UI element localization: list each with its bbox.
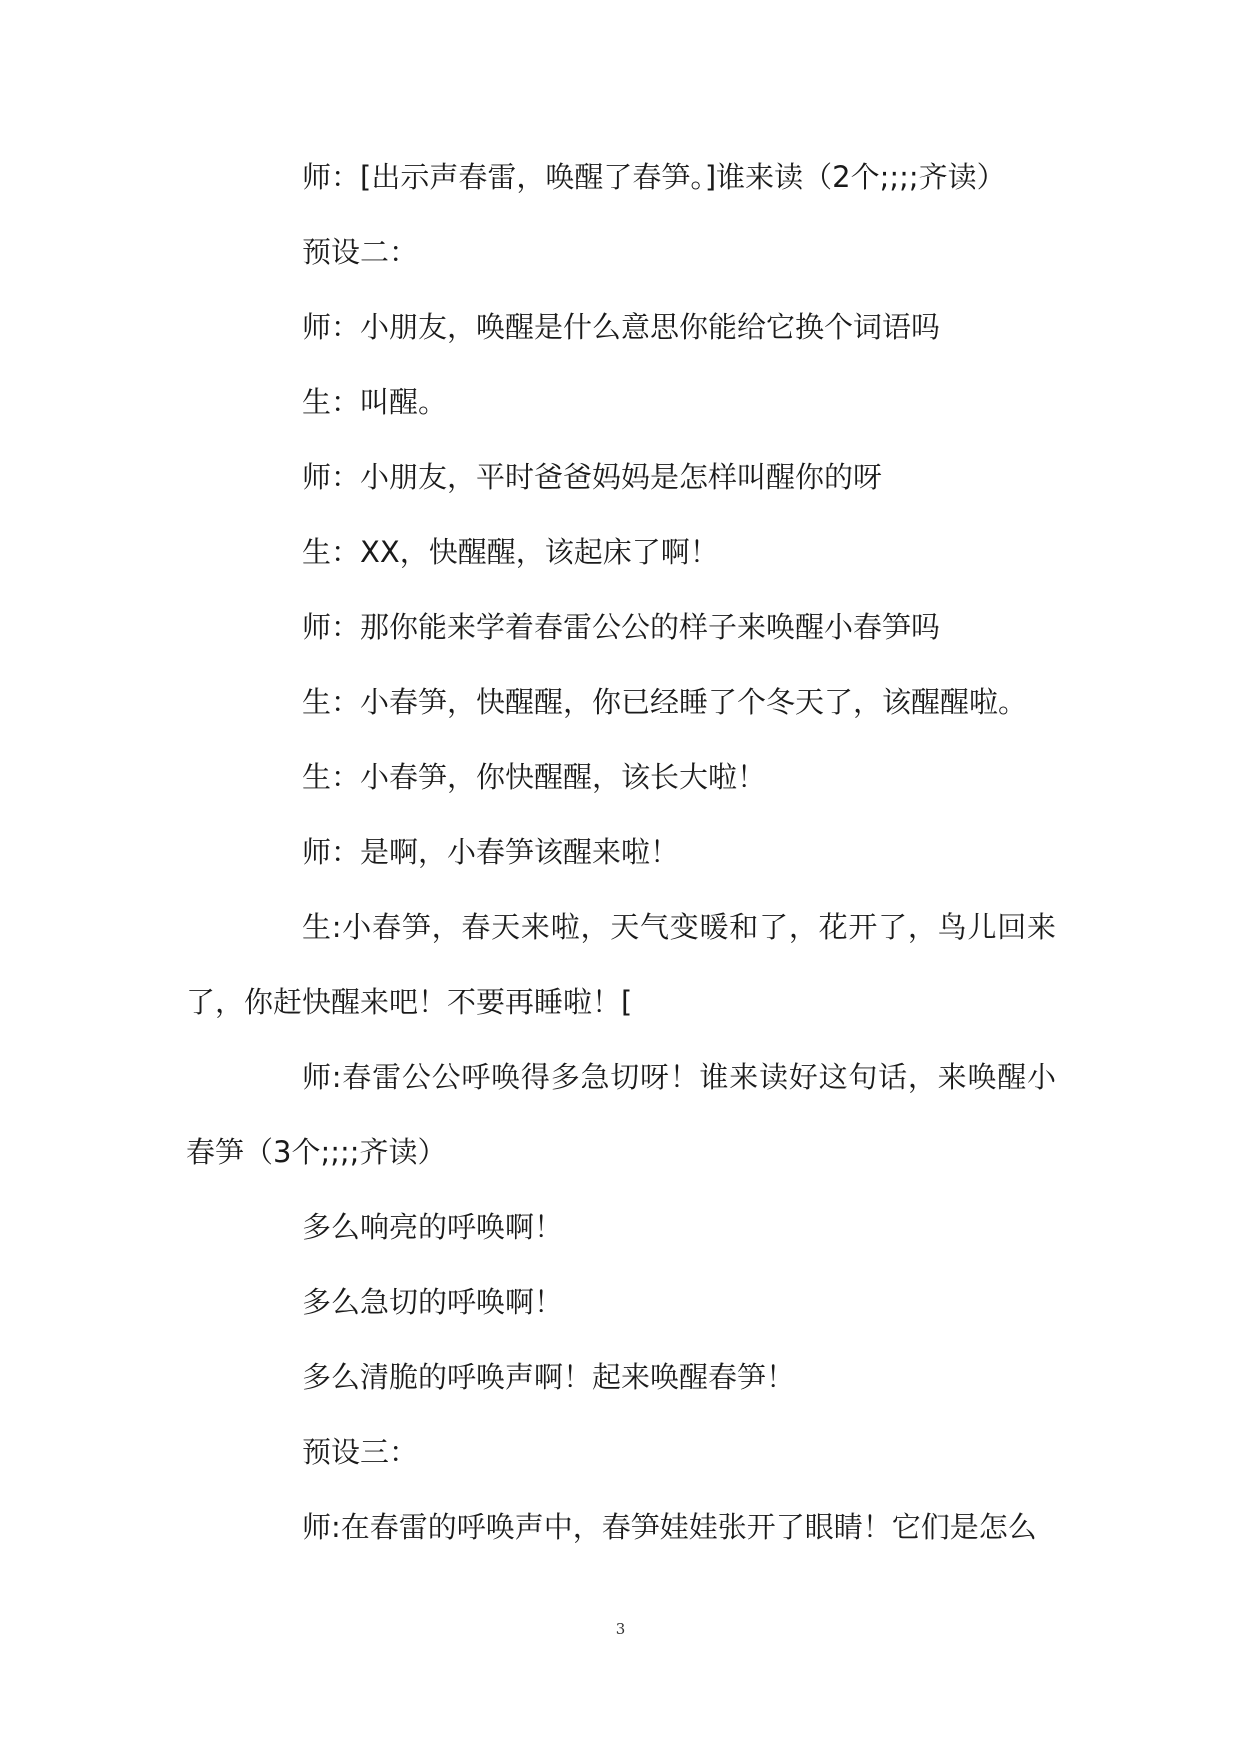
paragraph: 师：小朋友，平时爸爸妈妈是怎样叫醒你的呀 [302, 460, 883, 494]
paragraph: 生：XX，快醒醒，该起床了啊！ [302, 535, 719, 569]
paragraph: 生：小春笋，快醒醒，你已经睡了个冬天了，该醒醒啦。 [302, 685, 1028, 719]
paragraph: 生:小春笋，春天来啦，天气变暖和了，花开了，鸟儿回来了，你赶快醒来吧！不要再睡啦！[ [186, 910, 1056, 1019]
paragraph: 师:春雷公公呼唤得多急切呀！谁来读好这句话，来唤醒小春笋（3个;;;;齐读） [186, 1060, 1056, 1169]
paragraph: 师：那你能来学着春雷公公的样子来唤醒小春笋吗 [302, 610, 941, 644]
paragraph: 师：是啊，小春笋该醒来啦！ [302, 835, 680, 869]
paragraph: 多么响亮的呼唤啊！ [302, 1210, 564, 1244]
paragraph: 多么急切的呼唤啊！ [302, 1285, 564, 1319]
paragraph: 师:在春雷的呼唤声中，春笋娃娃张开了眼睛！它们是怎么 [302, 1510, 1037, 1544]
paragraph: 师：小朋友，唤醒是什么意思你能给它换个词语吗 [302, 310, 941, 344]
paragraph: 预设二： [302, 235, 419, 269]
page-number: 3 [615, 1620, 626, 1638]
paragraph: 师：[出示声春雷，唤醒了春笋。]谁来读（2个;;;;齐读） [302, 160, 1006, 194]
paragraph: 多么清脆的呼唤声啊！起来唤醒春笋！ [302, 1360, 796, 1394]
text-body [186, 140, 1056, 1565]
paragraph: 生：小春笋，你快醒醒，该长大啦！ [302, 760, 767, 794]
paragraph: 预设三： [302, 1435, 419, 1469]
paragraph: 生：叫醒。 [302, 385, 448, 419]
